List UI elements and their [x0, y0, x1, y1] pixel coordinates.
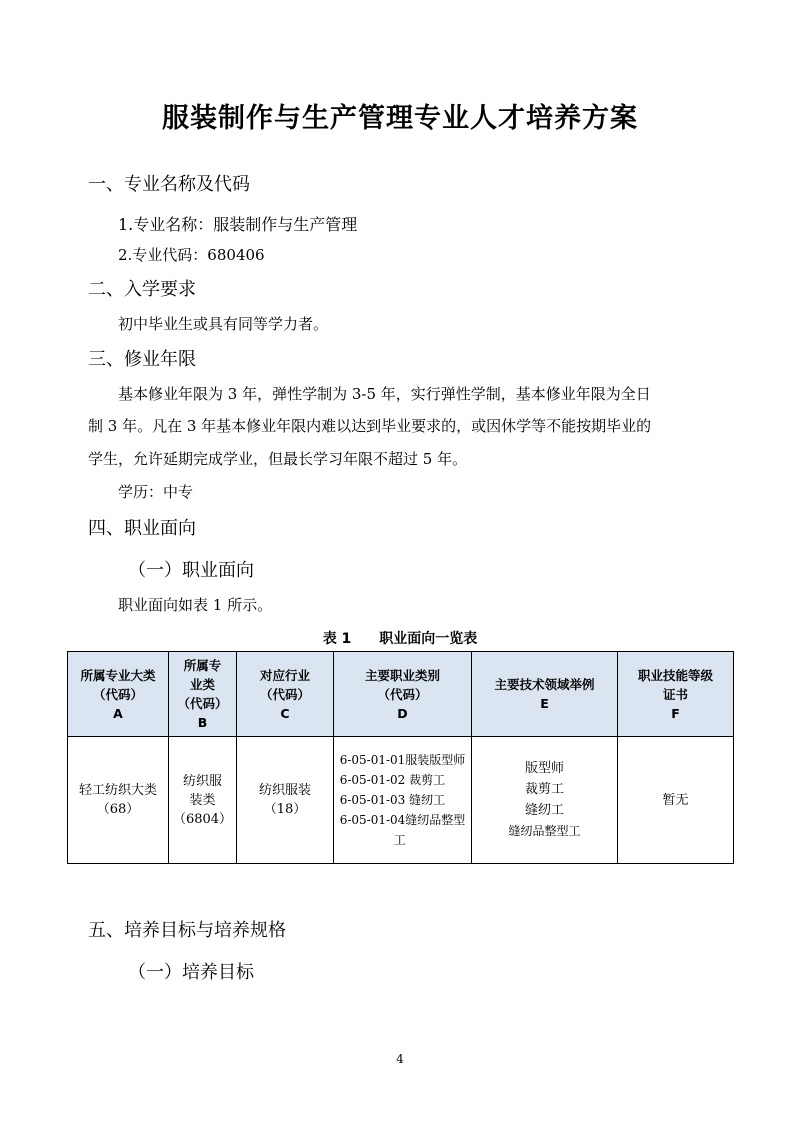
tech-field-item: 缝纫品整型工	[508, 824, 581, 838]
page-number: 4	[396, 1052, 404, 1066]
tech-field-item: 缝纫工	[524, 803, 564, 818]
career-table	[67, 651, 734, 864]
duration-paragraph-line1: 基本修业年限为 3 年，弹性学制为 3-5 年，实行弹性学制，基本修业年限为全日	[118, 385, 651, 403]
major-code-line: 2.专业代码：680406	[118, 246, 265, 264]
duration-paragraph-line3: 学生，允许延期完成学业，但最长学习年限不超过 5 年。	[88, 450, 468, 468]
cell-certificate: 暂无	[618, 737, 734, 864]
section-heading-major: 一、专业名称及代码	[88, 174, 250, 195]
occupation-item: 6-05-01-03 缝纫工	[339, 793, 446, 807]
table-header-row	[68, 652, 734, 737]
cell-occupation	[334, 737, 472, 864]
tech-field-item: 裁剪工	[524, 782, 564, 797]
subsection-heading-career: （一）职业面向	[128, 560, 254, 581]
tech-field-item: 版型师	[524, 761, 564, 776]
occupation-item: 6-05-01-04缝纫品整型	[339, 813, 466, 827]
header-industry: 对应行业 （代码） C	[237, 652, 334, 737]
header-tech-field: 主要技术领域举例 E	[472, 652, 618, 737]
table-row	[68, 737, 734, 864]
section-heading-admission: 二、入学要求	[88, 279, 196, 300]
header-major-category: 所属专业大类 （代码） A	[68, 652, 169, 737]
section-heading-objectives: 五、培养目标与培养规格	[88, 920, 286, 941]
cell-major-class: 纺织服 装类 （6804）	[169, 737, 237, 864]
duration-paragraph-line2: 制 3 年。凡在 3 年基本修业年限内难以达到毕业要求的，或因休学等不能按期毕业的	[88, 417, 652, 435]
occupation-item: 6-05-01-01服装版型师	[339, 753, 466, 767]
section-heading-career: 四、职业面向	[88, 518, 196, 539]
major-name-line: 1.专业名称：服装制作与生产管理	[118, 215, 358, 234]
section-heading-duration: 三、修业年限	[88, 349, 196, 370]
header-certificate: 职业技能等级 证书 F	[618, 652, 734, 737]
table-caption: 表 1 职业面向一览表	[322, 631, 478, 647]
occupation-item: 工	[393, 833, 406, 847]
page-title: 服装制作与生产管理专业人才培养方案	[162, 103, 638, 134]
degree-line: 学历：中专	[118, 483, 194, 501]
career-intro-text: 职业面向如表 1 所示。	[118, 596, 273, 614]
occupation-item: 6-05-01-02 裁剪工	[339, 773, 446, 787]
cell-tech-field	[472, 737, 618, 864]
cell-industry: 纺织服装 （18）	[237, 737, 334, 864]
subsection-heading-objectives: （一）培养目标	[128, 962, 254, 983]
header-occupation: 主要职业类别 （代码） D	[334, 652, 472, 737]
header-major-class: 所属专 业类 （代码） B	[169, 652, 237, 737]
admission-text: 初中毕业生或具有同等学力者。	[118, 315, 329, 333]
cell-major-category: 轻工纺织大类 （68）	[68, 737, 169, 864]
